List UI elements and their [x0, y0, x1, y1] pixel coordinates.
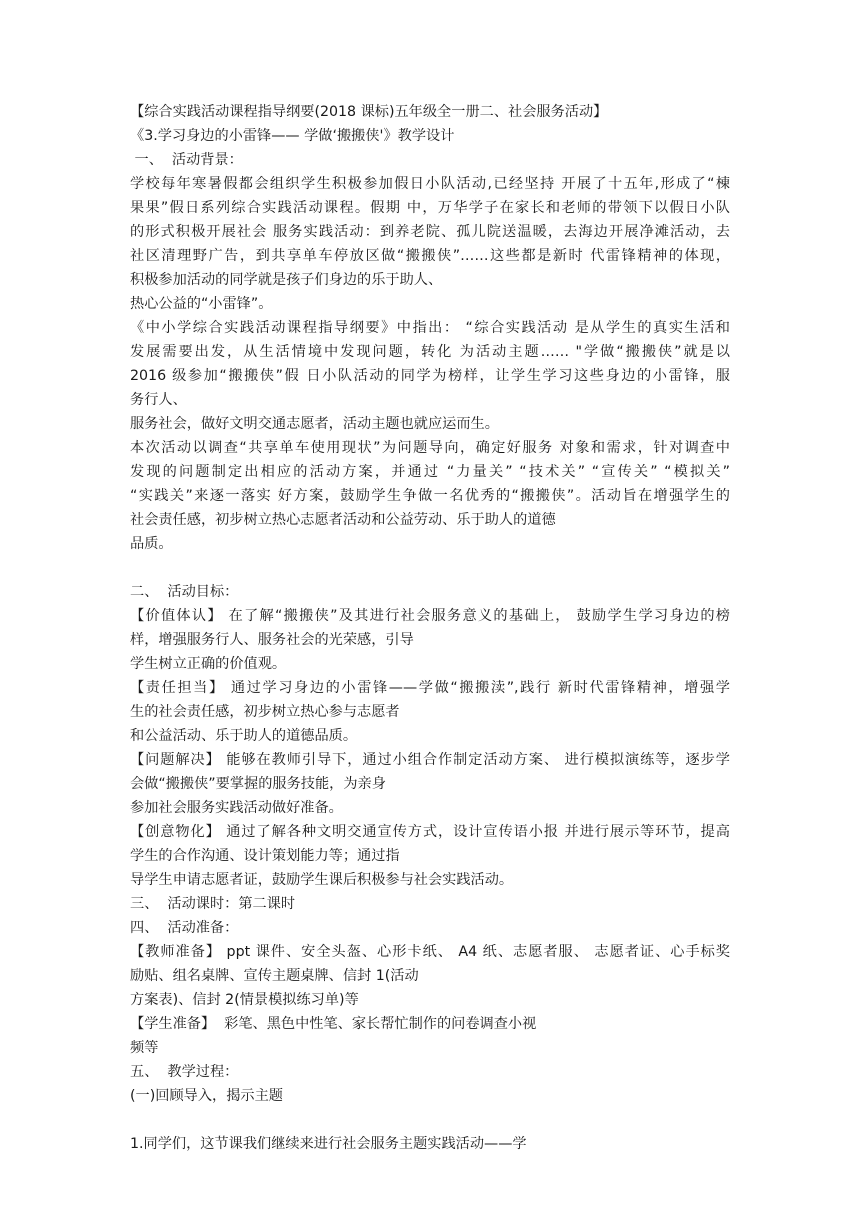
goal-creative-line: 【创意物化】 通过了解各种文明交通宣传方式，设计宣传语小报 并进行展示等环节，提高 — [130, 824, 730, 840]
paragraph-line: 的形式积极开展社会 服务实践活动：到养老院、孤儿院送温暖，去海边开展净滩活动，去 — [130, 224, 730, 240]
goal-problem-line: 参加社会服务实践活动做好准备。 — [130, 800, 343, 816]
paragraph-line: 发展需要出发，从生活情境中发现问题，转化 为活动主题…… "学做“搬搬侠”就是以 — [130, 344, 730, 360]
subsection-heading: (一)回顾导入，揭示主题 — [130, 1088, 283, 1104]
teacher-prep-line: 方案表)、信封 2(情景模拟练习单)等 — [130, 992, 359, 1008]
paragraph-line: 社会责任感，初步树立热心志愿者活动和公益劳动、乐于助人的道德 — [130, 512, 556, 528]
section-heading-background: 一、 活动背景： — [130, 152, 243, 168]
doc-title-line-1: 【综合实践活动课程指导纲要(2018 课标)五年级全一册二、社会服务活动】 — [130, 104, 608, 120]
paragraph-line: 学校每年寒暑假都会组织学生积极参加假日小队活动,已经坚持 开展了十五年,形成了“棟 — [130, 176, 730, 192]
goal-problem-line: 会做“搬搬侠”要掌握的服务技能，为亲身 — [130, 776, 386, 792]
paragraph-line: 务行人、 — [130, 392, 187, 408]
teacher-prep-line: 【教师准备】 ppt 课件、安全头盔、心形卡纸、 A4 纸、志愿者服、 志愿者证、心手标奖 — [130, 944, 730, 960]
section-heading-goals: 二、 活动目标： — [130, 584, 239, 600]
goal-value-line: 样，增强服务行人、服务社会的光荣感，引导 — [130, 632, 414, 648]
doc-title-line-2: 《3.学习身边的小雷锋—— 学做‘搬搬侠'》教学设计 — [130, 128, 455, 144]
paragraph-line: 《中小学综合实践活动课程指导纲要》中指出： “综合实践活动 是从学生的真实生活和 — [130, 320, 730, 336]
section-heading-process: 五、 教学过程： — [130, 1064, 239, 1080]
paragraph-line: 1.同学们，这节课我们继续来进行社会服务主题实践活动——学 — [130, 1136, 527, 1152]
paragraph-line: 社区清理野广告，到共享单车停放区做“搬搬侠”……这些都是新时 代雷锋精神的体现， — [130, 248, 730, 264]
paragraph-line: “实践关”来逐一落实 好方案，鼓励学生争做一名优秀的“搬搬侠”。活动旨在增强学生的 — [130, 488, 730, 504]
goal-responsibility-line: 和公益活动、乐于助人的道德品质。 — [130, 728, 358, 744]
student-prep-line: 频等 — [130, 1040, 159, 1056]
paragraph-line: 服务社会，做好文明交通志愿者，活动主题也就应运而生。 — [130, 416, 499, 432]
section-heading-preparation: 四、 活动准备： — [130, 920, 239, 936]
goal-creative-line: 导学生申请志愿者证，鼓励学生课后积极参与社会实践活动。 — [130, 872, 514, 888]
paragraph-line: 2016 级参加“搬搬侠”假 日小队活动的同学为榜样，让学生学习这些身边的小雷锋，服 — [130, 368, 730, 384]
goal-creative-line: 学生的合作沟通、设计策划能力等；通过指 — [130, 848, 400, 864]
goal-responsibility-line: 【责任担当】 通过学习身边的小雷锋——学做“搬搬渎”,践行 新时代雷锋精神，增强学 — [130, 680, 730, 696]
paragraph-line: 积极参加活动的同学就是孩子们身边的乐于助人、 — [130, 272, 443, 288]
paragraph-line: 热心公益的“小雷锋”。 — [130, 296, 273, 312]
section-heading-hours: 三、 活动课时：第二课时 — [130, 896, 296, 912]
student-prep-line: 【学生准备】 彩笔、黑色中性笔、家长帮忙制作的问卷调查小视 — [130, 1016, 537, 1032]
paragraph-line: 本次活动以调查“共享单车使用现状”为问题导向，确定好服务 对象和需求，针对调查中 — [130, 440, 730, 456]
goal-value-line: 学生树立正确的价值观。 — [130, 656, 287, 672]
goal-value-line: 【价值体认】 在了解“搬搬侠”及其进行社会服务意义的基础上， 鼓励学生学习身边的榜 — [130, 608, 730, 624]
goal-responsibility-line: 生的社会责任感，初步树立热心参与志愿者 — [130, 704, 400, 720]
goal-problem-line: 【问题解决】 能够在教师引导下，通过小组合作制定活动方案、 进行模拟演练等，逐步学 — [130, 752, 730, 768]
teacher-prep-line: 励贴、组名桌牌、宣传主题桌牌、信封 1(活动 — [130, 968, 419, 984]
paragraph-line: 品质。 — [130, 536, 173, 552]
paragraph-line: 发现的问题制定出相应的活动方案，并通过 “力量关” “技术关” “宣传关” “模拟关” — [130, 464, 730, 480]
paragraph-line: 果果”假日系列综合实践活动课程。假期 中，万华学子在家长和老师的带领下以假日小队 — [130, 200, 730, 216]
